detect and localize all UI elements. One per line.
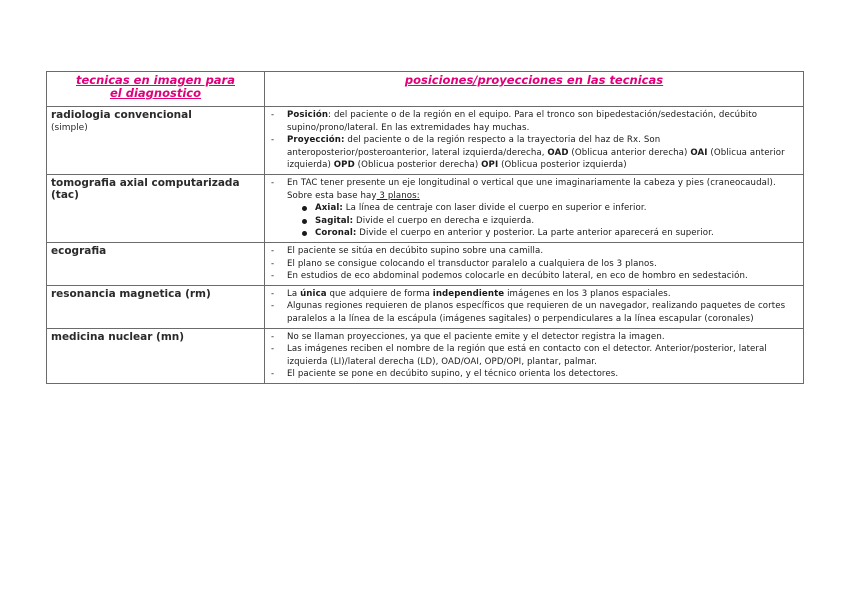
term: única [300,288,327,299]
item-text: (Oblicua posterior izquierda) [498,160,627,171]
term: Axial: [315,203,343,214]
item-text: La línea de centraje con laser divide el cuerpo en superior e inferior. [342,203,647,214]
list-item: - El paciente se pone en decúbito supino, y el técnico orienta los detectores. [287,368,799,381]
techniques-table [46,71,804,384]
term: Coronal: [315,228,357,239]
term: independiente [432,288,505,299]
row-label-cell [47,285,265,328]
row-content-cell [265,107,804,175]
row-label-cell [47,242,265,285]
row-label: ecografia [51,244,107,257]
row-label-cell [47,174,265,242]
list-item: - El paciente se sitúa en decúbito supino sobre una camilla. [287,245,799,258]
term: OPI [481,160,499,171]
row-content-cell [265,242,804,285]
item-list [269,331,799,381]
item-text: En TAC tener presente un eje longitudinal o vertical que une imaginariamente la cabeza y pies (craneocaudal). Sobre esta base hay [287,177,776,201]
list-item: - Algunas regiones requieren de planos específicos que requieren de un navegador, realizando paquetes de cortes paralelos a la línea de la escápula (imágenes sagitales) o perpendiculares a la línea escapular (coronales) [287,300,799,325]
item-text: imágenes en los 3 planos espaciales. [504,288,671,299]
header-positions-cell [265,72,804,107]
row-content-cell [265,328,804,383]
header-techniques-line1: tecnicas en imagen para [76,73,235,87]
term: OAD [547,147,569,158]
table-row [47,174,804,242]
item-list [269,109,799,172]
item-text: Divide el cuerpo en derecha e izquierda. [353,215,535,226]
item-list [269,245,799,283]
row-label: tomografia axial computarizada (tac) [51,176,240,201]
item-text: que adquiere de forma [326,288,433,299]
item-text-underlined: 3 planos: [376,190,420,201]
list-item [287,134,799,172]
item-text: (Oblicua posterior derecha) [354,160,482,171]
row-label: resonancia magnetica (rm) [51,287,211,300]
item-text: : del paciente o de la región en el equipo. Para el tronco son bipedestación/sedestación, decúbito supino/prono/lateral. En las extremidades hay muchas. [287,110,758,133]
item-text: Divide el cuerpo en anterior y posterior. La parte anterior aparecerá en superior. [356,228,714,239]
row-label-cell [47,328,265,383]
list-item: - En estudios de eco abdominal podemos colocarle en decúbito lateral, en eco de hombro en sedestación. [287,270,799,283]
plane-list [287,202,799,240]
header-techniques-cell [47,72,265,107]
term: OPD [333,160,355,171]
table-row [47,107,804,175]
list-item: - No se llaman proyecciones, ya que el paciente emite y el detector registra la imagen. [287,331,799,344]
row-content-cell [265,285,804,328]
list-item [315,202,799,215]
row-label-text: radiologia convencional [51,109,192,121]
list-item [287,177,799,240]
row-label: medicina nuclear (mn) [51,330,185,343]
term: OAI [690,147,708,158]
list-item [315,215,799,228]
row-label-sub: (simple) [51,123,88,133]
term: Posición [287,110,329,120]
item-text: del paciente o de la región respecto a la trayectoria del haz de Rx. Son anteroposterior/posteroanterior, lateral izquierda/derecha, [287,135,661,158]
list-item [315,227,799,240]
header-positions-title: posiciones/proyecciones en las tecnicas [404,73,664,87]
row-label-cell [47,107,265,175]
term: Sagital: [315,215,354,226]
item-list [269,288,799,326]
list-item [287,288,799,301]
list-item [287,109,799,134]
row-content-cell [265,174,804,242]
list-item: - El plano se consigue colocando el transductor paralelo a cualquiera de los 3 planos. [287,258,799,271]
row-label [51,109,260,134]
table-row [47,242,804,285]
table-row [47,328,804,383]
item-text: La [287,288,301,299]
term: Proyección: [287,135,345,146]
header-techniques-line2: el diagnostico [109,86,201,100]
item-text: (Oblicua anterior derecha) [568,147,691,158]
item-list [269,177,799,240]
list-item: - Las imágenes reciben el nombre de la región que está en contacto con el detector. Anterior/posterior, lateral izquierda (LI)/lateral derecha (LD), OAD/OAI, OPD/OPI, plantar, palmar. [287,343,799,368]
item-text: (Oblicua anterior izquierda) [287,147,785,171]
header-row [47,72,804,107]
table-row [47,285,804,328]
